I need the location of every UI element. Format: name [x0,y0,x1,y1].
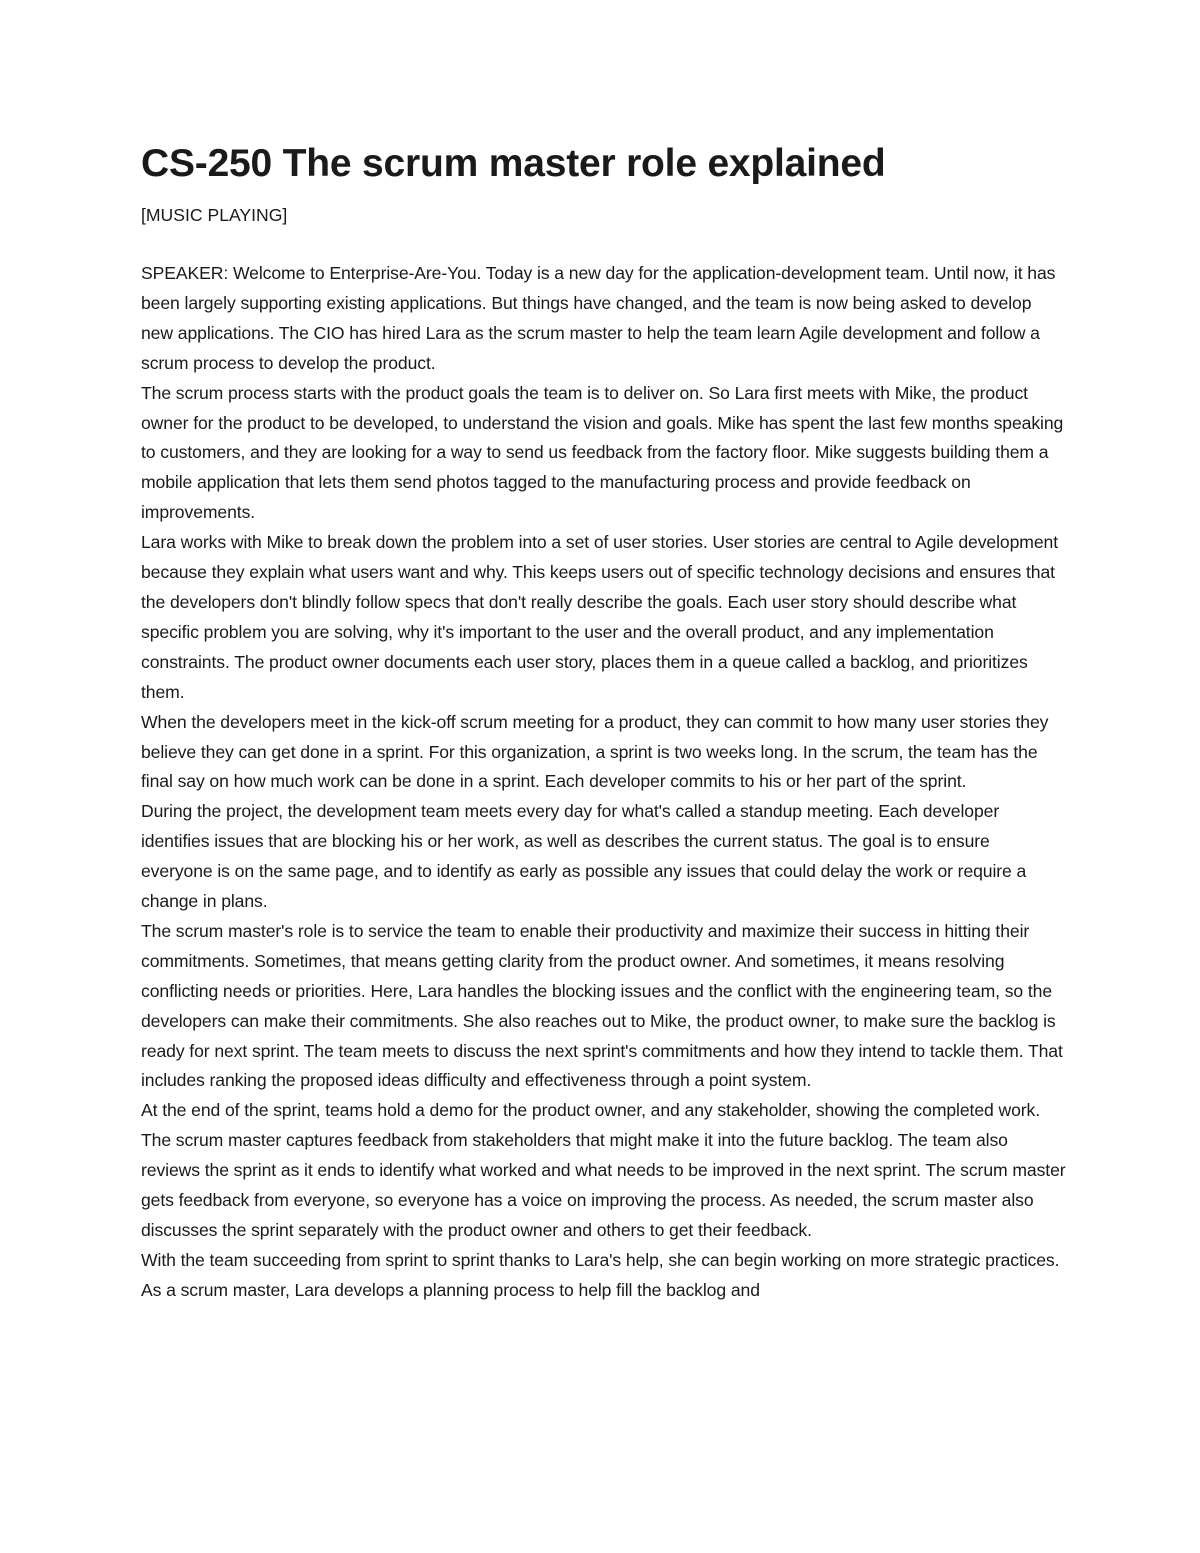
document-content [141,138,1066,1306]
transcript-paragraph: Lara works with Mike to break down the problem into a set of user stories. User stories are central to Agile development because they explain what users want and why. This keeps users out of specific technology decisions and ensures that the developers don't blindly follow specs that don't really describe the goals. Each user story should describe what specific problem you are solving, why it's important to the user and the overall product, and any implementation constraints. The product owner documents each user story, places them in a queue called a backlog, and prioritizes them. [141,532,1058,702]
transcript-paragraph: At the end of the sprint, teams hold a demo for the product owner, and any stakeholder, showing the completed work. The scrum master captures feedback from stakeholders that might make it into the future backlog. The team also reviews the sprint as it ends to identify what worked and what needs to be improved in the next sprint. The scrum master gets feedback from everyone, so everyone has a voice on improving the process. As needed, the scrum master also discusses the sprint separately with the product owner and others to get their feedback. [141,1100,1066,1240]
transcript-paragraph: The scrum process starts with the product goals the team is to deliver on. So Lara first meets with Mike, the product owner for the product to be developed, to understand the vision and goals. Mike has spent the last few months speaking to customers, and they are looking for a way to send us feedback from the factory floor. Mike suggests building them a mobile application that lets them send photos tagged to the manufacturing process and provide feedback on improvements. [141,382,1064,523]
transcript-body [141,259,1066,1306]
transcript-paragraph: When the developers meet in the kick-off scrum meeting for a product, they can commit to how many user stories they believe they can get done in a sprint. For this organization, a sprint is two weeks long. In the scrum, the team has the final say on how much work can be done in a sprint. Each developer commits to his or her part of the sprint. [141,711,1049,792]
document-title: CS-250 The scrum master role explained [141,142,886,185]
transcript-paragraph: With the team succeeding from sprint to sprint thanks to Lara's help, she can begin working on more strategic practices. As a scrum master, Lara develops a planning process to help fill the backlog and [141,1249,1060,1300]
transcript-paragraph: The scrum master's role is to service the team to enable their productivity and maximize their success in hitting their commitments. Sometimes, that means getting clarity from the product owner. And sometimes, it means resolving conflicting needs or priorities. Here, Lara handles the blocking issues and the conflict with the engineering team, so the developers can make their commitments. She also reaches out to Mike, the product owner, to make sure the backlog is ready for next sprint. The team meets to discuss the next sprint's commitments and how they intend to tackle them. That includes ranking the proposed ideas difficulty and effectiveness through a point system. [141,920,1063,1091]
transcript-paragraph: SPEAKER: Welcome to Enterprise-Are-You. Today is a new day for the application-development team. Until now, it has been largely supporting existing applications. But things have changed, and the team is now being asked to develop new applications. The CIO has hired Lara as the scrum master to help the team learn Agile development and follow a scrum process to develop the product. [141,263,1056,373]
stage-direction: [MUSIC PLAYING] [141,205,288,225]
transcript-paragraph: During the project, the development team meets every day for what's called a standup meeting. Each developer identifies issues that are blocking his or her work, as well as describes the current status. The goal is to ensure everyone is on the same page, and to identify as early as possible any issues that could delay the work or require a change in plans. [141,801,1027,912]
